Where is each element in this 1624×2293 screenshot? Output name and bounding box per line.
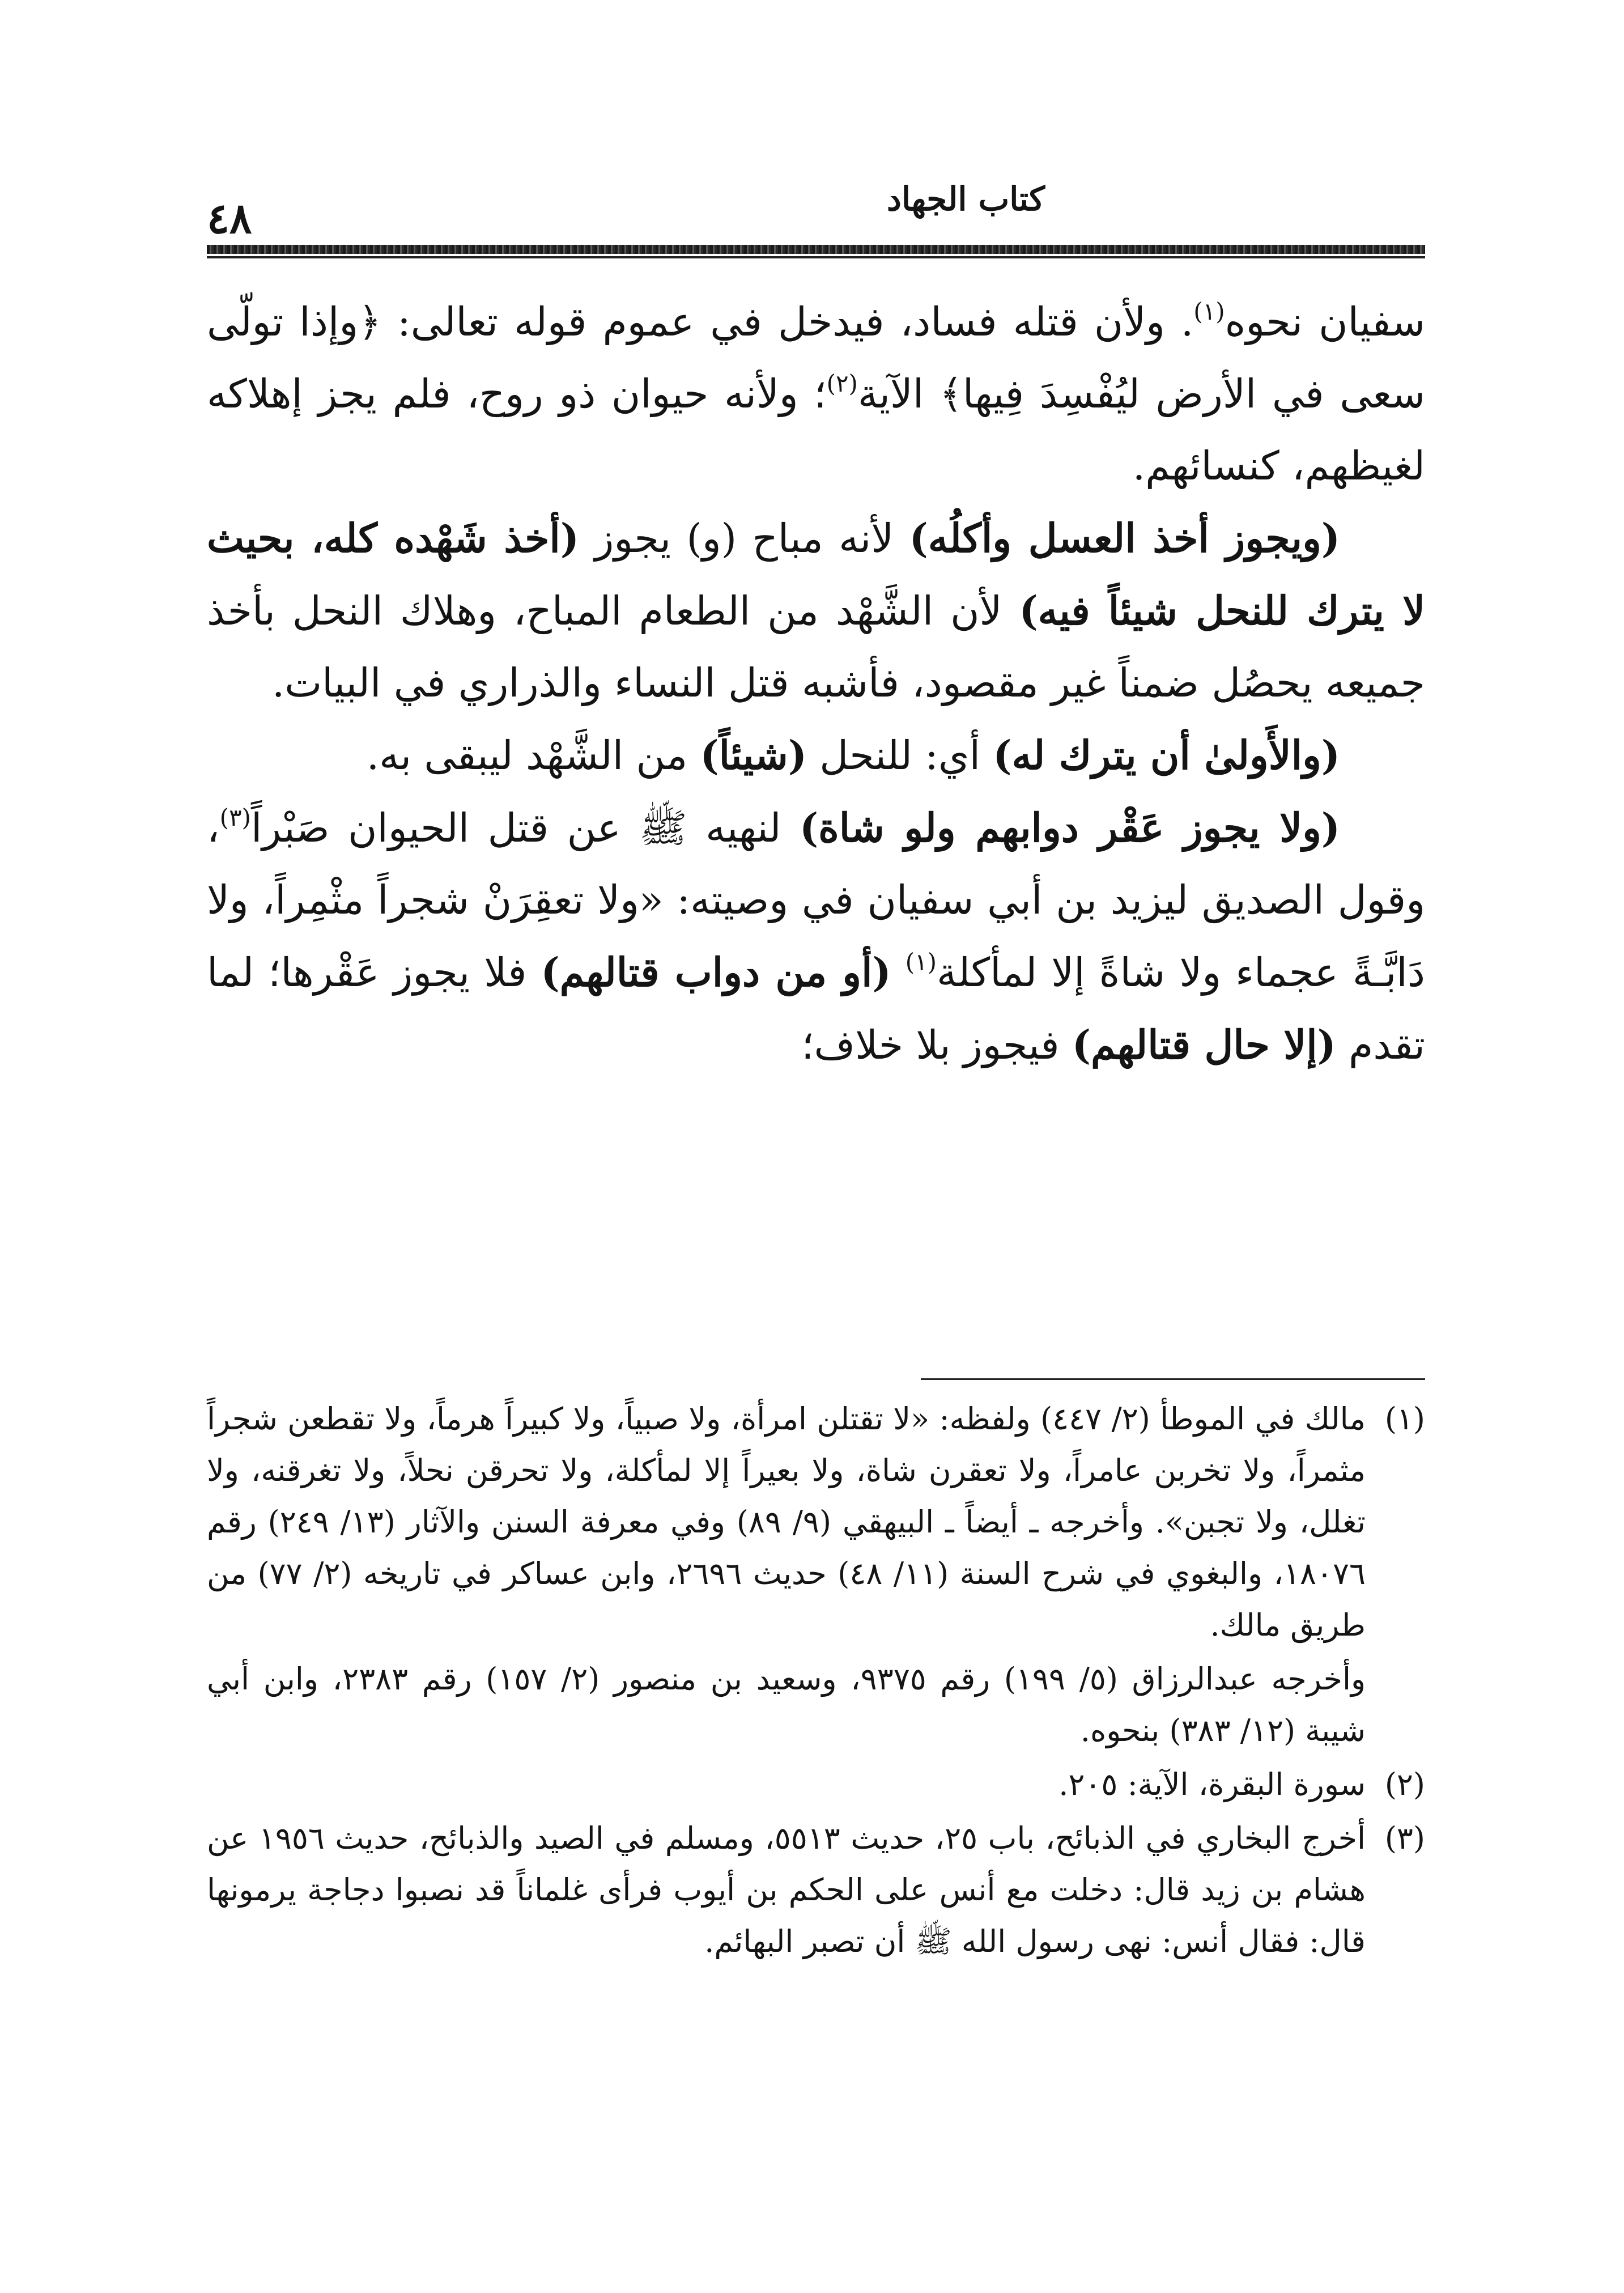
text-run: . ولأن قتله فساد، فيدخل في عموم قوله تعالى: ﴿وإذا تولّى سعى في الأرض ليُفْسِدَ فِيها﴾ الآية (207, 299, 1426, 417)
bold-text-run: (إلا حال قتالهم) (1072, 1021, 1336, 1068)
footnote-separator (921, 1378, 1425, 1380)
paragraph (207, 286, 1425, 502)
text-run: من الشَّهْد ليبقى به. (366, 732, 700, 779)
footnote-ref: (١) (1193, 298, 1225, 325)
page-header (207, 173, 1425, 241)
footnote (207, 1759, 1425, 1810)
footnote (207, 1393, 1425, 1651)
footnote-ref: (١) (905, 948, 937, 976)
bold-text-run: (ويجوز أخذ العسل وأكلُه) (909, 515, 1340, 562)
text-run: أي: للنحل (806, 732, 993, 779)
paragraph (207, 502, 1425, 719)
page-number: ٤٨ (207, 194, 252, 243)
footnote-text: مالك في الموطأ (٢/ ٤٤٧) ولفظه: «لا تقتلن امرأة، ولا صبياً، ولا كبيراً هرماً، ولا تقطعن شجراً مثمراً، ولا تخربن عامراً، ولا تعقرن شاة، ولا بعيراً إلا لمأكلة، ولا تحرقن نحلاً، ولا تغرقنه، ولا تغلل، ولا تجبن». وأخرجه ـ أيضاً ـ البيهقي (٩/ ٨٩) وفي معرفة السنن والآثار (١٣/ ٢٤٩) رقم ١٨٠٧٦، والبغوي في شرح السنة (١١/ ٤٨) حديث ٢٦٩٦، وابن عساكر في تاريخه (٢/ ٧٧) من طريق مالك. (207, 1401, 1366, 1643)
footnote-number: (٢) (1384, 1767, 1425, 1802)
text-run (891, 949, 905, 996)
footnote-ref: (٢) (826, 370, 858, 397)
text-run: فيجوز بلا خلاف؛ (801, 1022, 1072, 1068)
bold-text-run: (والأَولىٰ أن يترك له) (993, 732, 1340, 779)
header-divider (207, 256, 1425, 258)
text-run: ، وقول الصديق ليزيد بن أبي سفيان في وصيته: «ولا تعقِرَنْ شجراً مثْمِراً، ولا دَابَّـةً عجماء ولا شاةً إلا لمأكلة (207, 805, 1425, 996)
header-ornament-rule (207, 245, 1425, 254)
footnote-text: أخرج البخاري في الذبائح، باب ٢٥، حديث ٥٥١٣، ومسلم في الصيد والذبائح، حديث ١٩٥٦ عن هشام بن زيد قال: دخلت مع أنس على الحكم بن أيوب فرأى غلماناً قد نصبوا دجاجة يرمونها قال: فقال أنس: نهى رسول الله ﷺ أن تصبر البهائم. (207, 1820, 1366, 1959)
text-run: فلا يجوز عَقْرها؛ لما تقدم (207, 949, 1425, 1068)
footnote (207, 1812, 1425, 1967)
bold-text-run: (أو من دواب قتالهم) (541, 949, 891, 996)
footnote-text: سورة البقرة، الآية: ٢٠٥. (1058, 1767, 1366, 1802)
main-text (207, 286, 1425, 1081)
text-run: (و) (686, 515, 737, 562)
bold-text-run: (شيئاً) (700, 732, 807, 779)
footnotes (207, 1393, 1425, 1969)
paragraph (207, 719, 1425, 792)
text-run: ؛ ولأنه حيوان ذو روح، فلم يجز إهلاكه لغيظهم، كنسائهم. (207, 371, 1425, 489)
text-run: لأن الشَّهْد من الطعام المباح، وهلاك النحل بأخذ جميعه يحصُل ضمناً غير مقصود، فأشبه قتل النساء والذراري في البيات. (207, 588, 1425, 706)
text-run: يجوز (579, 515, 687, 562)
bold-text-run: (ولا يجوز عَقْر دوابهم ولو شاة) (800, 804, 1340, 851)
footnote-number: (٣) (1384, 1820, 1425, 1856)
paragraph (207, 792, 1425, 1081)
text-run: لأنه مباح (737, 515, 909, 562)
footnote-number: (١) (1384, 1401, 1425, 1437)
footnote-ref: (٣) (219, 804, 251, 831)
footnote-continuation: وأخرجه عبدالرزاق (٥/ ١٩٩) رقم ٩٣٧٥، وسعيد بن منصور (٢/ ١٥٧) رقم ٢٣٨٣، وابن أبي شيبة (١٢/ ٣٨٣) بنحوه. (207, 1661, 1366, 1748)
text-run: سفيان نحوه (1225, 299, 1425, 345)
bold-text-run: (أخذ شَهْده كله، بحيث لا يترك للنحل شيئاً فيه) (207, 515, 1425, 634)
text-run: لنهيه ﷺ عن قتل الحيوان صَبْراً (250, 805, 800, 851)
book-title: كتاب الجهاد (887, 180, 1045, 218)
